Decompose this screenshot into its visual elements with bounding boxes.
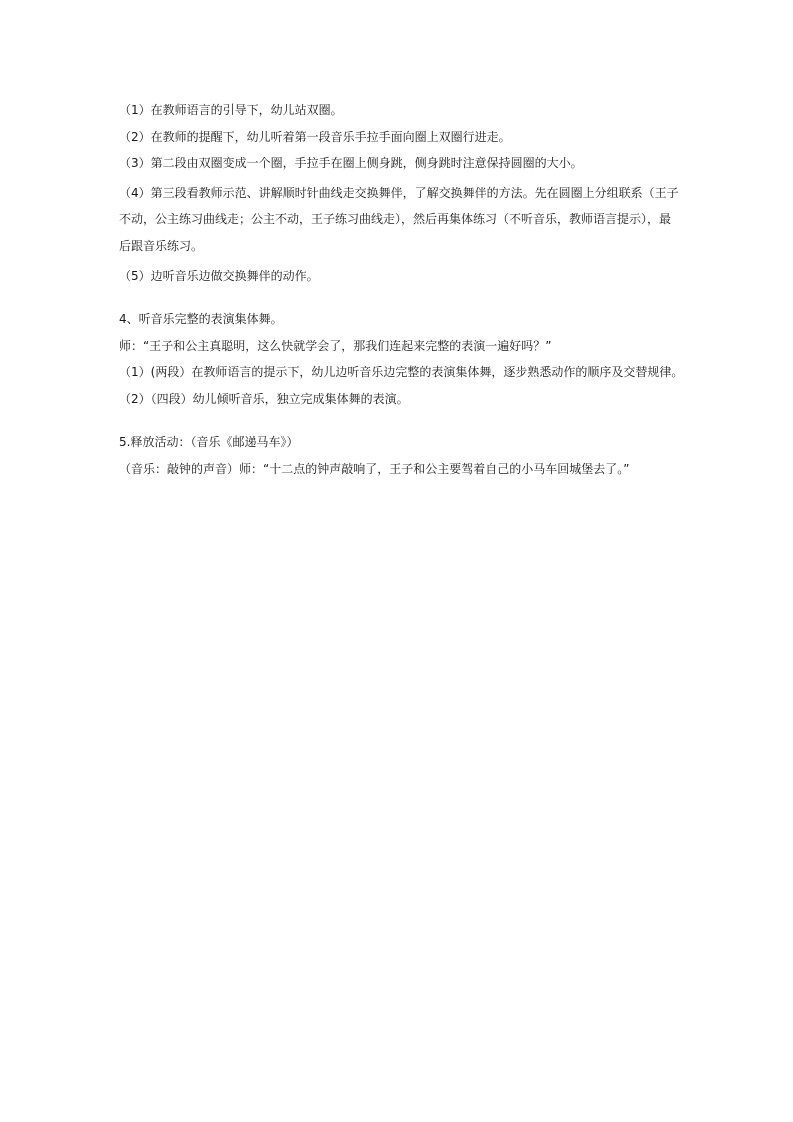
section-5-quote: （音乐：敲钟的声音）师：“十二点的钟声敲响了，王子和公主要驾着自己的小马车回城堡去了。” — [119, 461, 630, 476]
step-4: （4）第三段看教师示范、讲解顺时针曲线走交换舞伴，了解交换舞伴的方法。先在圆圈上分组联系（王子不动，公主练习曲线走；公主不动，王子练习曲线走），然后再集体练习（不听音乐，教师语言提示），最后跟音乐练习。 — [119, 185, 679, 253]
spacer — [119, 292, 679, 309]
step-5: （5）边听音乐边做交换舞伴的动作。 — [119, 268, 319, 283]
step-3: （3）第二段由双圈变成一个圈，手拉手在圈上侧身跳，侧身跳时注意保持圆圈的大小。 — [119, 156, 583, 170]
section-4-heading: 4、听音乐完整的表演集体舞。 — [119, 312, 283, 326]
section-4-step-1: （1）(两段）在教师语言的提示下，幼儿边听音乐边完整的表演集体舞，逐步熟悉动作的顺序及交替规律。 — [119, 365, 684, 379]
step-2: （2）在教师的提醒下，幼儿听着第一段音乐手拉手面向圈上双圈行进走。 — [119, 129, 511, 144]
section-4-step-2: （2）（四段）幼儿倾听音乐，独立完成集体舞的表演。 — [119, 391, 409, 406]
section-5-heading: 5.释放活动：（音乐《邮递马车》） — [119, 435, 299, 449]
teacher-quote: 师：“王子和公主真聪明，这么快就学会了，那我们连起来完整的表演一遍好吗？” — [119, 338, 552, 353]
document-content — [119, 100, 684, 485]
step-1: （1）在教师语言的引导下，幼儿站双圈。 — [119, 103, 343, 117]
spacer — [119, 415, 679, 432]
